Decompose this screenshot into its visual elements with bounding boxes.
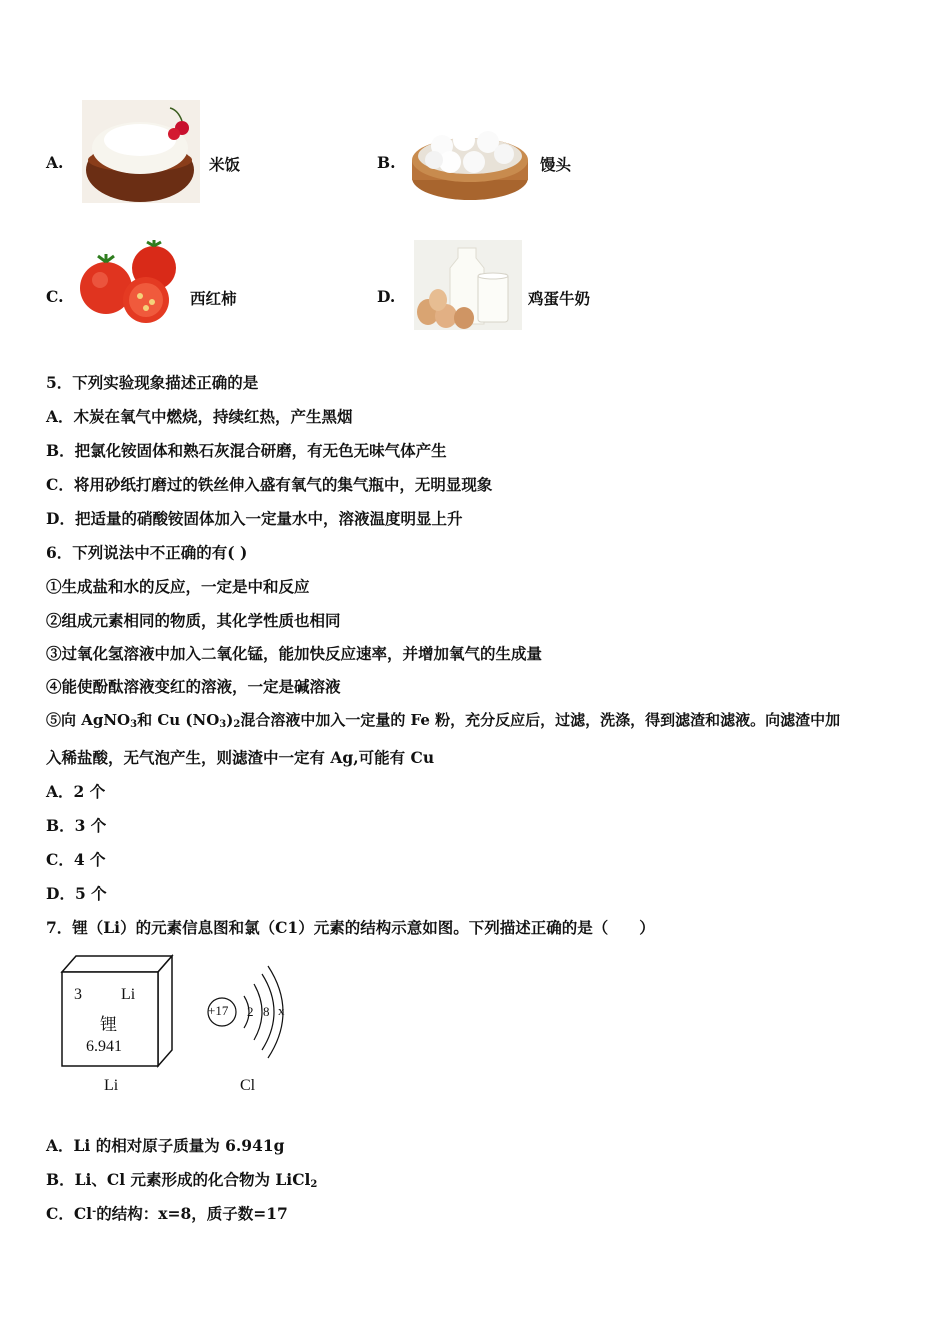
text-run: C．Cl <box>46 1204 93 1223</box>
nucleus-charge: +17 <box>208 1003 229 1018</box>
option-label: 馒头 <box>540 155 572 174</box>
option-label: 西红柿 <box>190 289 237 308</box>
shell-2-electrons: 8 <box>263 1004 270 1019</box>
text-run: 的结构：x=8，质子数=17 <box>96 1204 288 1223</box>
subscript: 3 <box>219 719 227 730</box>
option-letter: A. <box>46 153 64 172</box>
q6-statement-4: ④能使酚酞溶液变红的溶液，一定是碱溶液 <box>46 677 341 696</box>
text-run: ⑤向 AgNO <box>46 711 131 729</box>
q7-option-b <box>46 1168 317 1190</box>
q6-option-d: D．5 个 <box>46 884 107 903</box>
q6-stem: 6．下列说法中不正确的有( ) <box>46 543 248 562</box>
text-run: ) <box>226 711 234 729</box>
subscript: 3 <box>130 719 138 730</box>
atomic-mass: 6.941 <box>86 1038 122 1055</box>
q6-statement-2: ②组成元素相同的物质，其化学性质也相同 <box>46 611 341 630</box>
q7-option-c <box>46 1202 288 1224</box>
element-symbol: Li <box>121 986 136 1003</box>
option-label: 鸡蛋牛奶 <box>528 289 591 308</box>
element-name: 锂 <box>100 1015 117 1034</box>
q5-option-a: A．木炭在氧气中燃烧，持续红热，产生黑烟 <box>46 407 353 426</box>
q5-stem: 5．下列实验现象描述正确的是 <box>46 373 259 392</box>
q5-option-b: B．把氯化铵固体和熟石灰混合研磨，有无色无味气体产生 <box>46 441 447 460</box>
cl-caption: Cl <box>240 1077 256 1094</box>
q7-option-a: A．Li 的相对原子质量为 6.941g <box>46 1136 285 1155</box>
subscript: 2 <box>233 719 241 730</box>
eggs-milk-image <box>414 240 522 330</box>
text-run: 混合溶液中加入一定量的 Fe 粉，充分反应后，过滤，洗涤，得到滤渣和滤液。向滤渣中加 <box>240 711 841 729</box>
q6-option-a: A．2 个 <box>46 782 106 801</box>
option-letter: B. <box>377 153 396 172</box>
steamed-buns-image <box>408 116 532 202</box>
q6-statement-5-cont: 入稀盐酸，无气泡产生，则滤渣中一定有 Ag,可能有 Cu <box>46 748 435 767</box>
q6-option-b: B．3 个 <box>46 816 107 835</box>
atomic-number: 3 <box>74 986 82 1003</box>
q5-option-c: C．将用砂纸打磨过的铁丝伸入盛有氧气的集气瓶中，无明显现象 <box>46 475 493 494</box>
subscript: 2 <box>310 1179 318 1190</box>
li-caption: Li <box>104 1077 119 1094</box>
rice-bowl-image <box>82 100 200 203</box>
tomatoes-image <box>76 240 180 326</box>
option-label: 米饭 <box>209 155 241 174</box>
option-letter: C. <box>46 287 64 306</box>
q7-stem: 7．锂（Li）的元素信息图和氯（C1）元素的结构示意如图。下列描述正确的是（ ） <box>46 918 655 937</box>
q6-statement-5 <box>46 709 840 730</box>
q6-statement-1: ①生成盐和水的反应，一定是中和反应 <box>46 577 310 596</box>
q6-option-c: C．4 个 <box>46 850 106 869</box>
option-letter: D. <box>377 287 396 306</box>
text-run: B．Li、Cl 元素形成的化合物为 LiCl <box>46 1170 311 1189</box>
superscript: - <box>92 1206 97 1217</box>
shell-3-electrons: x <box>278 1003 285 1018</box>
q6-statement-3: ③过氧化氢溶液中加入二氧化锰，能加快反应速率，并增加氧气的生成量 <box>46 644 543 663</box>
text-run: 和 Cu (NO <box>137 711 220 729</box>
q5-option-d: D．把适量的硝酸铵固体加入一定量水中，溶液温度明显上升 <box>46 509 463 528</box>
shell-1-electrons: 2 <box>247 1004 254 1019</box>
